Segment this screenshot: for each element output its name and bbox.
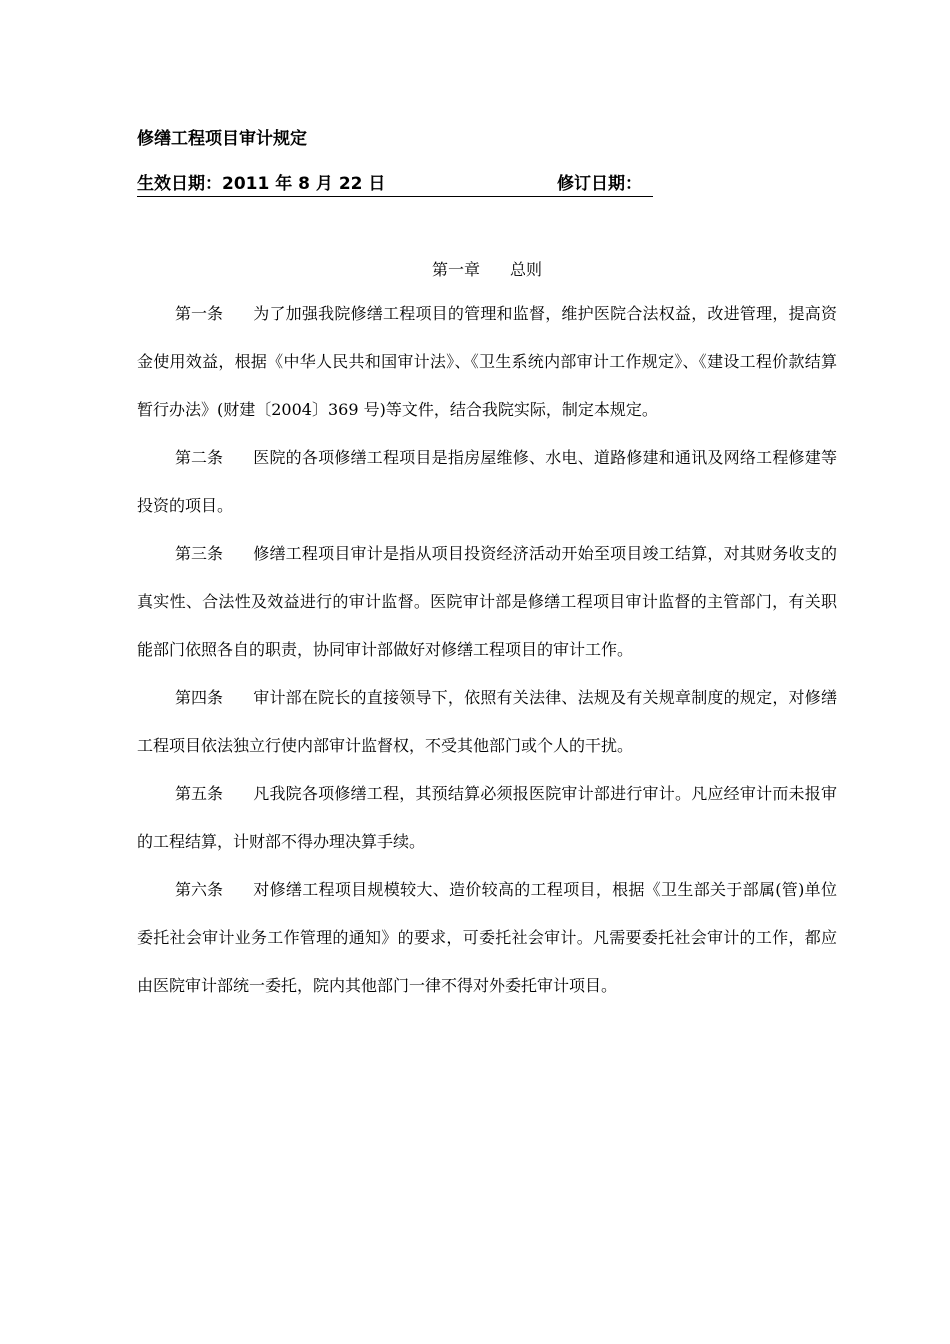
article-text: 为了加强我院修缮工程项目的管理和监督，维护医院合法权益，改进管理，提高资金使用效益，根据《中华人民共和国审计法》、《卫生系统内部审计工作规定》、《建设工程价款结算暂行办法》(财建〔2004〕369 号)等文件，结合我院实际，制定本规定。 <box>137 304 837 419</box>
article-number: 第六条 <box>175 880 224 899</box>
article-6 <box>137 866 837 1010</box>
document-title: 修缮工程项目审计规定 <box>137 129 307 149</box>
article-number: 第四条 <box>175 688 224 707</box>
chapter-number: 第一章 <box>431 260 480 279</box>
article-number: 第五条 <box>175 784 224 803</box>
article-text: 凡我院各项修缮工程，其预结算必须报医院审计部进行审计。凡应经审计而未报审的工程结算，计财部不得办理决算手续。 <box>137 784 837 851</box>
date-line <box>137 172 653 197</box>
effective-date: 生效日期：2011 年 8 月 22 日 <box>137 174 386 194</box>
article-number: 第一条 <box>175 304 224 323</box>
article-3 <box>137 530 837 674</box>
article-number: 第三条 <box>175 544 224 563</box>
revision-date: 修订日期： <box>557 174 642 194</box>
article-text: 审计部在院长的直接领导下，依照有关法律、法规及有关规章制度的规定，对修缮工程项目依法独立行使内部审计监督权，不受其他部门或个人的干扰。 <box>137 688 837 755</box>
article-number: 第二条 <box>175 448 224 467</box>
article-5 <box>137 770 837 866</box>
article-text: 医院的各项修缮工程项目是指房屋维修、水电、道路修建和通讯及网络工程修建等投资的项目。 <box>137 448 837 515</box>
article-2 <box>137 434 837 530</box>
article-list <box>137 290 837 1010</box>
chapter-heading <box>137 258 837 282</box>
chapter-title: 总则 <box>510 260 543 279</box>
article-text: 修缮工程项目审计是指从项目投资经济活动开始至项目竣工结算，对其财务收支的真实性、合法性及效益进行的审计监督。医院审计部是修缮工程项目审计监督的主管部门，有关职能部门依照各自的职责，协同审计部做好对修缮工程项目的审计工作。 <box>137 544 837 659</box>
article-4 <box>137 674 837 770</box>
article-1 <box>137 290 837 434</box>
article-text: 对修缮工程项目规模较大、造价较高的工程项目，根据《卫生部关于部属(管)单位委托社会审计业务工作管理的通知》的要求，可委托社会审计。凡需要委托社会审计的工作，都应由医院审计部统一委托，院内其他部门一律不得对外委托审计项目。 <box>137 880 837 995</box>
